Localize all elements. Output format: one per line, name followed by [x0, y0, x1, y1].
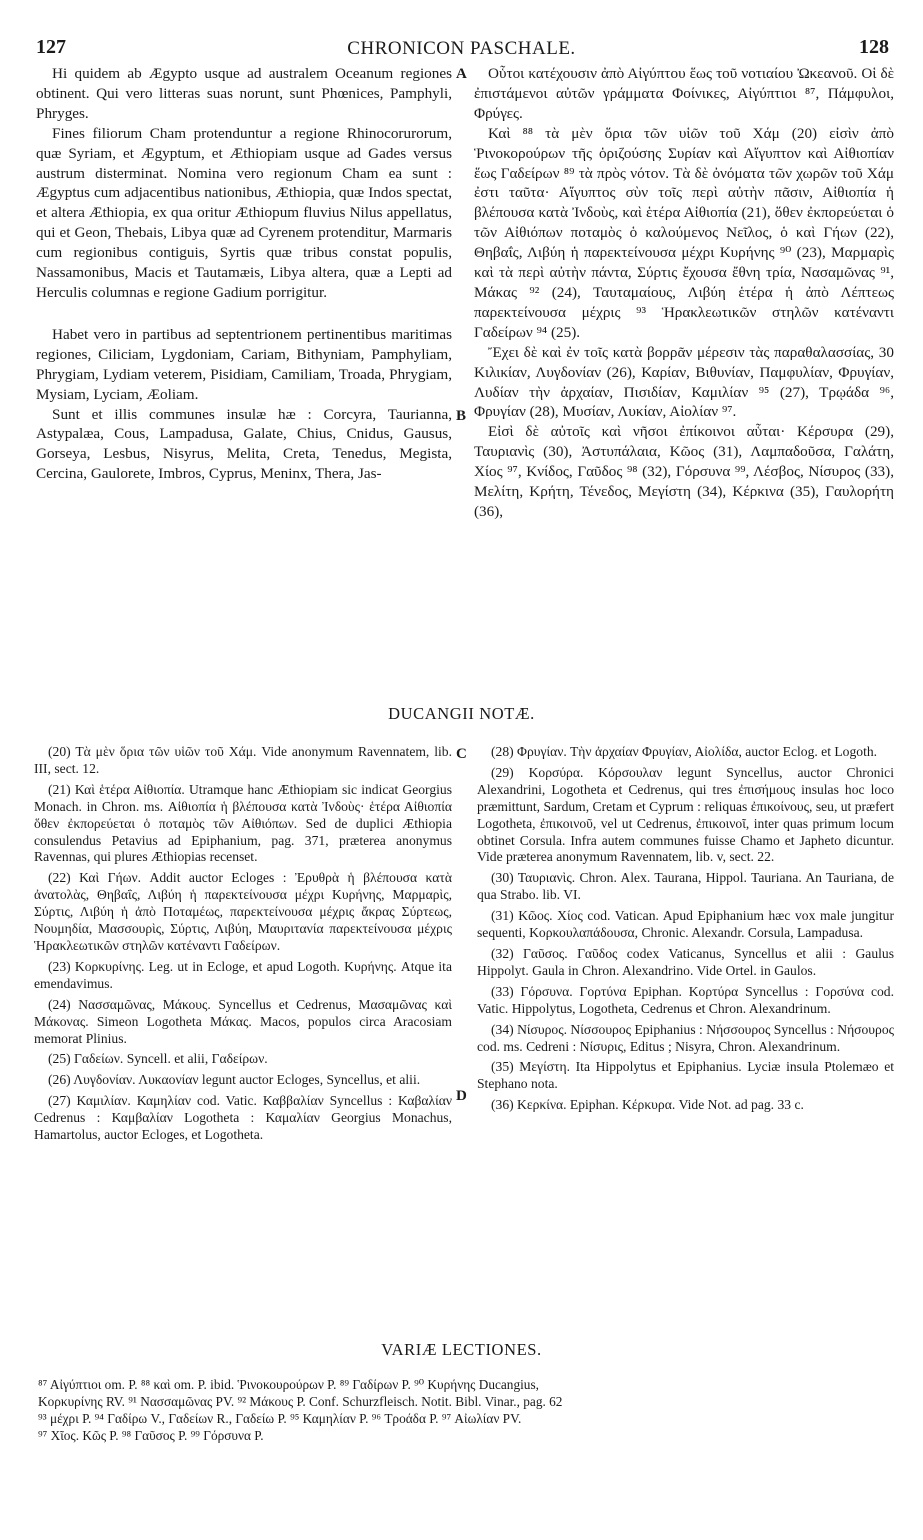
latin-paragraph: Habet vero in partibus ad septentrionem pertinentibus maritimas regiones, Ciliciam, Lygdoniam, Cariam, Bithyniam, Pamphyliam, Phrygiam, Lydiam veterem, Pisidiam, Camiliam, Troada, Phrygiam, Mysiam, Lyciam, Æoliam.	[36, 325, 452, 403]
note-entry: (24) Νασσαμῶνας, Μάκους. Syncellus et Cedrenus, Μασαμῶνας καὶ Μάκονας. Simeon Logotheta Μάκας. Macos, populos circa Aracosiam memorat Plinius.	[34, 996, 452, 1046]
page-number-right: 128	[859, 36, 889, 58]
note-entry: (33) Γόρσυνα. Γορτύνα Epiphan. Κορτύρα Syncellus : Γορσύνα cod. Vatic. Hippolytus, Logotheta, Cedrenus et Chron. Alexandrinum.	[477, 983, 894, 1016]
note-entry: (22) Καὶ Γήων. Addit auctor Ecloges : Ἐρυθρὰ ἡ βλέπουσα κατὰ ἀνατολὰς, Θηβαΐς, Λιβύη ἡ παρεκτείνουσα μέχρι Κυρήνης, Μαρμαρὶς, Σύρτις, Λιβύη ἡ ἀπὸ Ποταμέως, παρεκτείνουσα μέχρις ἄκρας Σύρτεως, Νουμηδία, Μασσουρὶς, Σύρτις, Λιβύη, Μαυριτανία παρεκτείνουσα μέχρις Ἡρακλεωτικῶν στηλῶν κατέναντι Γαδείρων.	[34, 870, 452, 953]
note-entry: (20) Τὰ μὲν ὅρια τῶν υἱῶν τοῦ Χάμ. Vide anonymum Ravennatem, lib. III, sect. 12.	[34, 744, 452, 776]
latin-paragraph: Hi quidem ab Ægypto usque ad australem Oceanum regiones obtinent. Qui vero litteras suas norunt, sunt Phœnices, Pamphyli, Phryges.	[36, 65, 452, 122]
variant-readings	[38, 1376, 894, 1444]
note-entry: (29) Κορσύρα. Κόρσουλαν legunt Syncellus, auctor Chronici Alexandrini, Logotheta et Cedrenus, qui tres ἐπισήμους insulas hoc loco præmittunt, Sardum, Cretam et Cyprum : reliquas ἐπικοίνους, seu, ut præfert Logotheta, ἐπικοινοῦ, vel ut Cedrenus, ἐπικοινοῖ, inter quas primum locum obtinet Corsula. Infra autem communes fuisse Chamo et Japheto dicuntur. Vide præterea anonymum Ravennatem, lib. v, sect. 22.	[477, 764, 894, 865]
margin-marker-d: D	[456, 1088, 467, 1104]
note-entry: (32) Γαῦσος. Γαῦδος codex Vaticanus, Syncellus et alii : Gaulus Hippolyt. Gaula in Chron. Alexandrino. Vide Ortel. in Gaulos.	[477, 945, 894, 978]
note-entry: (34) Νίσυρος. Νίσσουρος Epiphanius : Νήσσουρος Syncellus : Νήσουρος cod. ms. Cedreni : Νίσυρις, Editus ; Nisyra, Chron. Alexandrinum.	[477, 1021, 894, 1054]
page-number-left: 127	[36, 36, 66, 58]
notes-right-column	[477, 744, 894, 1118]
greek-paragraph: Εἰσὶ δὲ αὐτοῖς καὶ νῆσοι ἐπίκοινοι αὗται· Κέρσυρα (29), Ταυριανὶς (30), Ἀστυπάλαια, Κῶος (31), Λαμπαδοῦσα, Γαλάτη, Χίος ⁹⁷, Κνίδος, Γαῦδος ⁹⁸ (32), Γόρσυνα ⁹⁹, Λέσβος, Νίσυρος (33), Μελίτη, Κρήτη, Τένεδος, Μεγίστη (34), Κέρκινα (35), Γαυλορήτη (36),	[474, 423, 894, 520]
greek-paragraph: Καὶ ⁸⁸ τὰ μὲν ὅρια τῶν υἱῶν τοῦ Χάμ (20) εἰσὶν ἀπὸ Ῥινοκορούρων τῆς ὁριζούσης Συρίαν καὶ Αἴγυπτον καὶ Αἰθιοπίαν ἕως Γαδείρων ⁸⁹ τὰ πρὸς νότον. Τὰ δὲ ὀνόματα τῶν χωρῶν τοῦ Χάμ ἐστι ταῦτα· Αἴγυπτος σὺν τοῖς περὶ αὐτὴν πᾶσιν, Αἰθιοπία ἡ βλέπουσα κατὰ Ἰνδοὺς, καὶ ἑτέρα Αἰθιοπία (21), ὅθεν ἐκπορεύεται ὁ τῶν Αἰθιόπων ποταμὸς ὁ καλούμενος Νεῖλος, ὁ καὶ Γήων (22), Θηβαΐς, Λιβύη ἡ παρεκτείνουσα μέχρι Κυρήνης ⁹⁰ (23), Μαρμαρὶς καὶ τὰ περὶ αὐτὴν πάντα, Σύρτις ἔχουσα ἔθνη τρία, Νασαμῶνας ⁹¹, Μάκας ⁹² (24), Ταυταμαίους, Λιβύη ἑτέρα ἡ ἀπὸ Λέπτεως παρεκτείνουσα μέχρις ⁹³ Ἡρακλεωτικῶν στηλῶν κατέναντι Γαδείρων ⁹⁴ (25).	[474, 124, 894, 341]
note-entry: (28) Φρυγίαν. Τὴν ἀρχαίαν Φρυγίαν, Αἰολίδα, auctor Eclog. et Logoth.	[491, 744, 878, 759]
note-entry: (30) Ταυριανὶς. Chron. Alex. Taurana, Hippol. Tauriana. An Tauriana, de qua Strabo. lib. VI.	[477, 870, 894, 903]
note-entry: (25) Γαδείων. Syncell. et alii, Γαδείρων.	[48, 1051, 268, 1067]
notes-left-column	[34, 744, 452, 1148]
margin-marker-c: C	[456, 746, 467, 762]
latin-paragraph: Sunt et illis communes insulæ hæ : Corcyra, Taurianna, Astypalæa, Cous, Lampadusa, Galate, Chius, Cnidus, Gausus, Gorseya, Lesbus, Nisyrus, Melita, Creta, Tenedus, Megista, Cercina, Gaulorete, Imbros, Cyprus, Meninx, Thera, Jas-	[36, 405, 452, 483]
variants-heading: VARIÆ LECTIONES.	[381, 1340, 542, 1359]
latin-text-column	[36, 64, 452, 484]
note-entry: (21) Καὶ ἑτέρα Αἰθιοπία. Utramque hanc Æthiopiam sic indicat Georgius Monach. in Chron. ms. Αἰθιοπία ἡ βλέπουσα κατὰ Ἰνδοὺς· ἑτέρα Αἰθιοπία ὅθεν ἐκπορεύεται ὁ ποταμὸς τῶν Αἰθιόπων. Sed de duplici Æthiopia consulendus Petavius ad Epiphanium, pag. 371, præterea anonymus Ravennas, qui plures Æthiopias recenset.	[34, 781, 452, 865]
note-entry: (26) Λυγδονίαν. Λυκαονίαν legunt auctor Ecloges, Syncellus, et alii.	[48, 1072, 421, 1088]
note-entry: (31) Κῶος. Χίος cod. Vatican. Apud Epiphanium hæc vox male jungitur sequenti, Κορκουλαπάδουσα, Chronic. Alexandr. Corsula, Lampadusa.	[477, 908, 894, 941]
note-entry: (36) Κερκίνα. Epiphan. Κέρκυρα. Vide Not. ad pag. 33 c.	[491, 1097, 804, 1113]
variant-line: ⁸⁷ Αἰγύπτιοι om. P. ⁸⁸ καὶ om. P. ibid. Ῥινοκουρούρων P. ⁸⁹ Γαδίρων P. ⁹⁰ Κυρήνης Ducangius,	[38, 1377, 539, 1392]
notes-heading: DUCANGII NOTÆ.	[388, 704, 535, 723]
latin-paragraph: Fines filiorum Cham protenduntur a regione Rhinocorurorum, quæ Syriam, et Ægyptum, et Æthiopiam usque ad Gades versus austrum disterminat. Nomina vero regionum Cham ea sunt : Ægyptus cum adjacentibus nationibus, Æthiopia, quæ Indos spectat, et altera Æthiopia, ex qua oritur Æthiopum fluvius Nilus appellatus, qui et Geon, Thebais, Libya quæ ad Cyrenem protenditur, Marmaris cum regionibus contiguis, Syrtis quæ tribus constat populis, Nassamonibus, Macis et Tautamæis, Libya altera, quæ a Lepti ad Herculis columnas e regione Gadium porrigitur.	[36, 124, 452, 301]
note-entry: (35) Μεγίστη. Ita Hippolytus et Epiphanius. Lyciæ insula Ptolemæo et Stephano nota.	[477, 1059, 894, 1092]
greek-text-column	[474, 64, 894, 522]
margin-marker-b: B	[456, 408, 467, 424]
greek-paragraph: Οὗτοι κατέχουσιν ἀπὸ Αἰγύπτου ἕως τοῦ νοτιαίου Ὠκεανοῦ. Οἱ δὲ ἐπιστάμενοι αὐτῶν γράμματα Φοίνικες, Αἰγύπτιοι ⁸⁷, Πάμφυλοι, Φρύγες.	[474, 65, 894, 122]
running-title: CHRONICON PASCHALE.	[347, 38, 576, 59]
note-entry: (23) Κορκυρίνης. Leg. ut in Ecloge, et apud Logoth. Κυρήνης. Atque ita emendavimus.	[34, 958, 452, 991]
variant-line: ⁹⁷ Χῖος. Κῶς P. ⁹⁸ Γαῦσος P. ⁹⁹ Γόρσυνα P.	[38, 1428, 264, 1443]
margin-marker-a: A	[456, 66, 467, 82]
greek-paragraph: Ἔχει δὲ καὶ ἐν τοῖς κατὰ βορρᾶν μέρεσιν τὰς παραθαλασσίας, 30 Κιλικίαν, Λυγδονίαν (26), Καρίαν, Βιθυνίαν, Παμφυλίαν, Φρυγίαν, Λυδίαν τὴν ἀρχαίαν, Πισιδίαν, Καμιλίαν ⁹⁵ (27), Τρῳάδα ⁹⁶, Φρυγίαν (28), Μυσίαν, Λυκίαν, Αἰολίαν ⁹⁷.	[474, 343, 894, 421]
page-header	[30, 36, 893, 62]
variant-line: Κορκυρίνης RV. ⁹¹ Νασσαμῶνας PV. ⁹² Μάκους P. Conf. Schurzfleisch. Notit. Bibl. Vinar., pag. 62	[38, 1394, 563, 1409]
variant-line: ⁹³ μέχρι P. ⁹⁴ Γαδίρω V., Γαδείων R., Γαδείω P. ⁹⁵ Καμηλίαν P. ⁹⁶ Τροάδα P. ⁹⁷ Αἰωλίαν PV.	[38, 1411, 522, 1426]
note-entry: (27) Καμιλίαν. Καμηλίαν cod. Vatic. Καββαλίαν Syncellus : Καβαλίαν Cedrenus : Καμβαλίαν Logotheta : Καμαλίαν Georgius Monachus, Hamartolus, auctor Ecloges, et Logotheta.	[34, 1093, 452, 1143]
